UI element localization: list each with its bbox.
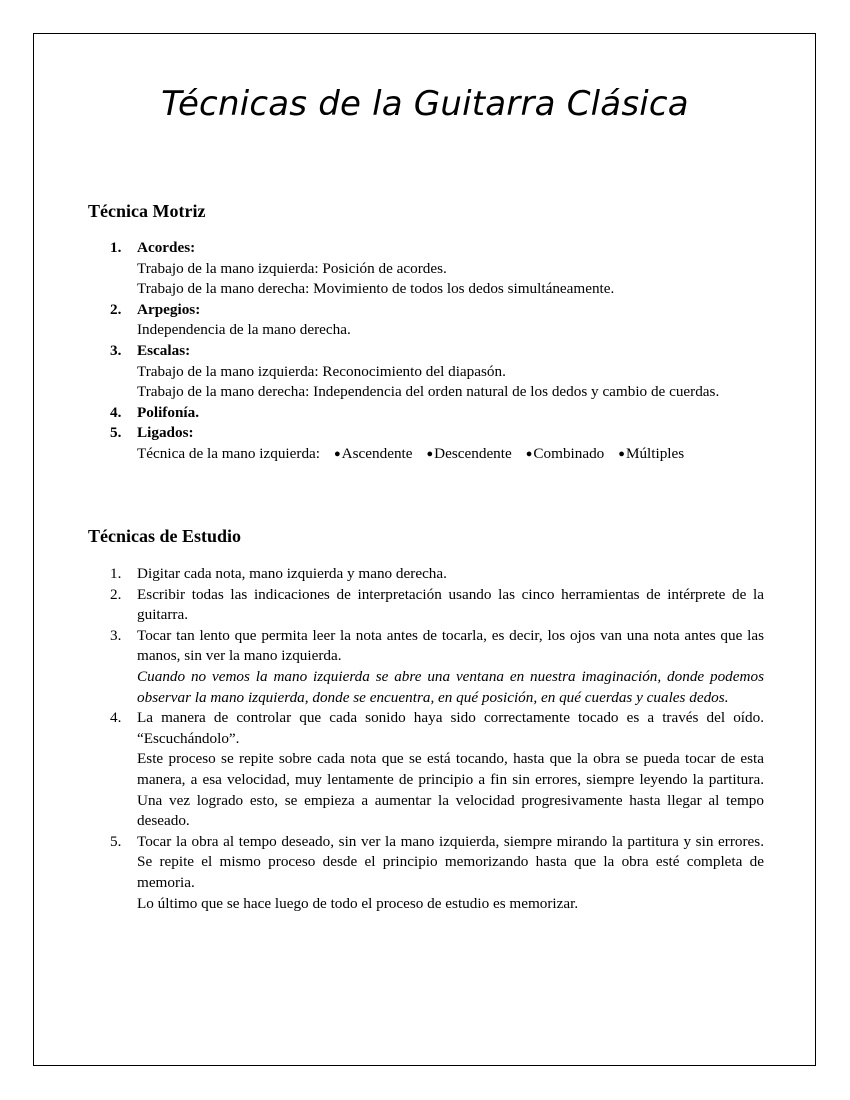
- item-number: 4.: [110, 709, 122, 727]
- item-number: 4.: [110, 403, 122, 421]
- motriz-list: [88, 238, 764, 466]
- bullet-icon: ●: [618, 447, 625, 460]
- estudio-list: [88, 564, 764, 914]
- page-title: Técnicas de la Guitarra Clásica: [161, 84, 689, 124]
- item-number: 5.: [110, 424, 122, 442]
- item-text: La manera de controlar que cada sonido haya sido correctamente tocado es a través del oído. “Escuchándolo”.: [137, 709, 764, 747]
- list-item-estudio-2: [88, 585, 764, 626]
- list-item-estudio-1: [88, 564, 764, 585]
- ligados-lead: Técnica de la mano izquierda:: [137, 444, 320, 462]
- item-number: 2.: [110, 300, 122, 318]
- bullet-icon: ●: [426, 447, 434, 460]
- item-heading: Acordes:: [137, 239, 196, 256]
- list-item-ligados: [88, 423, 764, 465]
- section-heading-estudio: Técnicas de Estudio: [88, 526, 242, 546]
- item-text: Digitar cada nota, mano izquierda y mano derecha.: [137, 565, 447, 582]
- item-text: Tocar tan lento que permita leer la nota antes de tocarla, es decir, los ojos van una nota antes que las manos, sin ver la mano izquierda.: [137, 626, 764, 665]
- item-heading: Ligados:: [137, 424, 194, 442]
- item-line: Trabajo de la mano izquierda: Reconocimiento del diapasón.: [137, 362, 506, 380]
- item-number: 3.: [110, 341, 122, 359]
- item-heading: Arpegios:: [137, 300, 201, 318]
- item-line: Trabajo de la mano derecha: Movimiento de todos los dedos simultáneamente.: [137, 280, 615, 298]
- list-item-estudio-4: [88, 708, 764, 832]
- list-item-estudio-5: [88, 832, 764, 914]
- item-extra-text: Este proceso se repite sobre cada nota que se está tocando, hasta que la obra se pueda tocar de esta manera, a esa velocidad, muy lentamente de principio a fin sin errores, siempre leyendo la partitura. Una vez logrado esto, se empieza a aumentar la velocidad progresivamente hasta llegar al tempo deseado.: [137, 750, 764, 830]
- item-line: Independencia de la mano derecha.: [137, 321, 351, 339]
- item-italic-note: Cuando no vemos la mano izquierda se abre una ventana en nuestra imaginación, donde podemos observar la mano izquierda, donde se encuentra, en qué posición, en qué cuerdas y cuales dedos.: [137, 667, 764, 706]
- list-item-acordes: [88, 238, 764, 300]
- item-number: 1.: [110, 239, 122, 256]
- list-item-arpegios: [88, 300, 764, 341]
- bullet-icon: ●: [334, 447, 341, 460]
- list-item-escalas: [88, 341, 764, 403]
- item-heading: Escalas:: [137, 341, 191, 359]
- ligados-line: [137, 444, 764, 466]
- item-heading: Polifonía.: [137, 403, 200, 421]
- item-number: 2.: [110, 585, 122, 603]
- item-line: Trabajo de la mano derecha: Independencia del orden natural de los dedos y cambio de cuerdas.: [137, 383, 720, 401]
- list-item-estudio-3: [88, 626, 764, 708]
- item-line: Trabajo de la mano izquierda: Posición de acordes.: [137, 259, 447, 277]
- bullet-item: Múltiples: [625, 444, 685, 462]
- item-number: 3.: [110, 626, 122, 644]
- item-number: 5.: [110, 832, 122, 850]
- item-text: Tocar la obra al tempo deseado, sin ver la mano izquierda, siempre mirando la partitura y sin errores. Se repite el mismo proceso desde el principio memorizando hasta que la obra esté completa de memoria.: [137, 832, 764, 891]
- bullet-item: Ascendente: [341, 444, 413, 462]
- bullet-item: Combinado: [533, 444, 605, 462]
- list-item-polifonia: [88, 403, 764, 424]
- bullet-icon: ●: [525, 447, 533, 460]
- item-number: 1.: [110, 565, 122, 582]
- item-text: Escribir todas las indicaciones de interpretación usando las cinco herramientas de intérprete de la guitarra.: [137, 585, 764, 624]
- bullet-item: Descendente: [434, 444, 512, 462]
- section-heading-motriz: Técnica Motriz: [88, 201, 206, 221]
- item-extra-text: Lo último que se hace luego de todo el proceso de estudio es memorizar.: [137, 894, 579, 912]
